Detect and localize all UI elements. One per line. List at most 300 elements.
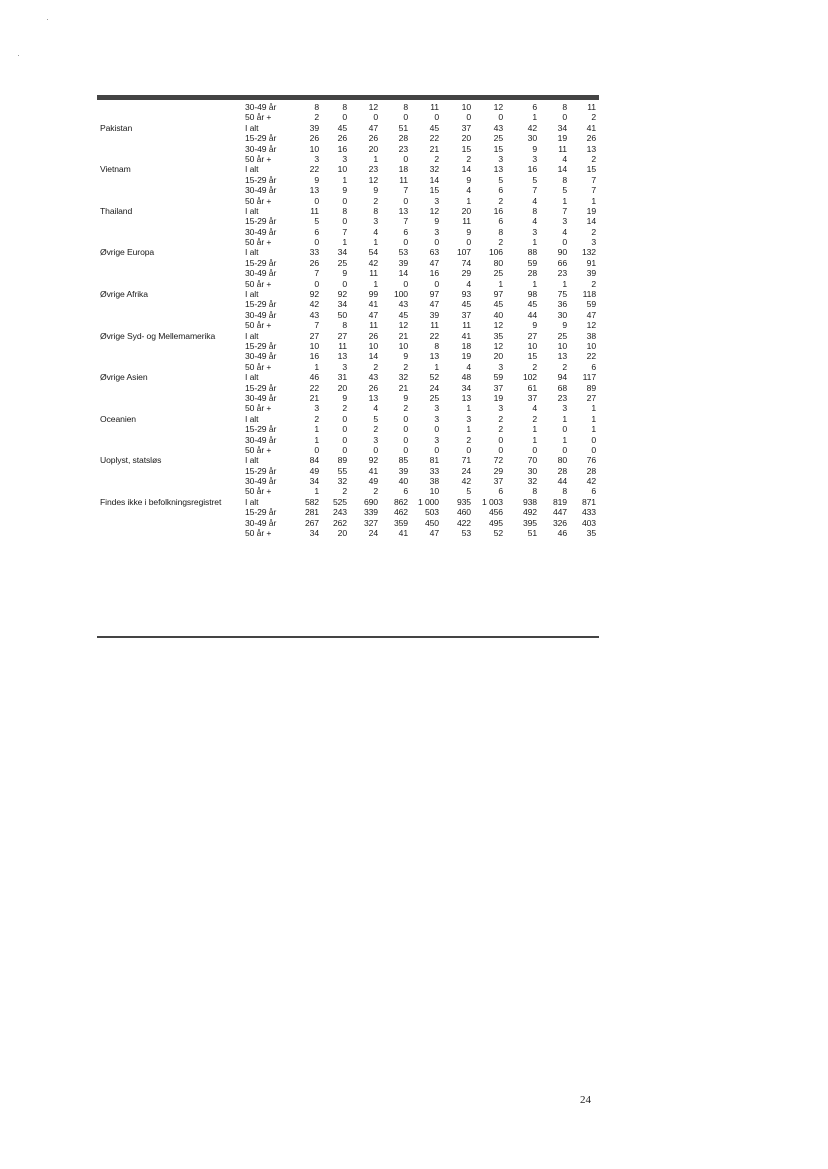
- table-cell: 34: [309, 528, 319, 539]
- table-cell: 10: [398, 340, 408, 351]
- table-row: [97, 112, 599, 122]
- table-row: [97, 424, 599, 434]
- table-cell: 31: [337, 372, 347, 383]
- table-cell: 5: [562, 185, 567, 196]
- table-cell: 0: [342, 195, 347, 206]
- table-cell: 20: [337, 382, 347, 393]
- table-cell: 1: [532, 278, 537, 289]
- table-row: [97, 185, 599, 195]
- table-cell: 19: [493, 392, 503, 403]
- table-cell: 43: [309, 309, 319, 320]
- table-cell: 0: [342, 216, 347, 227]
- table-cell: 22: [309, 382, 319, 393]
- table-cell: 13: [493, 164, 503, 175]
- table-row: [97, 299, 599, 309]
- table-cell: 12: [493, 102, 503, 112]
- table-cell: 0: [562, 444, 567, 455]
- row-age-label: 50 år +: [245, 444, 272, 455]
- table-row: [97, 372, 599, 382]
- table-cell: 22: [429, 330, 439, 341]
- table-cell: 6: [498, 216, 503, 227]
- table-cell: 1: [434, 361, 439, 372]
- table-cell: 40: [493, 309, 503, 320]
- table-cell: 8: [562, 486, 567, 497]
- table-cell: 0: [498, 434, 503, 445]
- table-cell: 0: [403, 444, 408, 455]
- table-cell: 8: [532, 486, 537, 497]
- table-row: [97, 164, 599, 174]
- table-cell: 16: [309, 351, 319, 362]
- row-age-label: 15-29 år: [245, 465, 277, 476]
- table-cell: 0: [373, 444, 378, 455]
- table-cell: 46: [557, 528, 567, 539]
- table-cell: 39: [309, 122, 319, 133]
- table-cell: 492: [522, 507, 537, 518]
- table-cell: 12: [493, 340, 503, 351]
- table-cell: 12: [493, 320, 503, 331]
- row-age-label: 15-29 år: [245, 174, 277, 185]
- table-cell: 433: [581, 507, 596, 518]
- row-age-label: I alt: [245, 247, 259, 258]
- table-cell: 0: [403, 195, 408, 206]
- table-cell: 14: [398, 268, 408, 279]
- table-cell: 0: [591, 434, 596, 445]
- table-cell: 6: [314, 226, 319, 237]
- table-cell: 7: [403, 216, 408, 227]
- table-cell: 2: [591, 278, 596, 289]
- row-age-label: 30-49 år: [245, 476, 277, 487]
- table-cell: 27: [309, 330, 319, 341]
- table-cell: 0: [498, 444, 503, 455]
- table-cell: 92: [309, 289, 319, 300]
- table-cell: 84: [309, 455, 319, 466]
- table-cell: 45: [493, 299, 503, 310]
- table-cell: 21: [398, 382, 408, 393]
- table-cell: 42: [586, 476, 596, 487]
- table-cell: 11: [462, 216, 471, 227]
- table-cell: 1: [591, 424, 596, 435]
- table-cell: 3: [532, 153, 537, 164]
- table-cell: 2: [403, 403, 408, 414]
- table-row: [97, 196, 599, 206]
- row-age-label: I alt: [245, 205, 259, 216]
- table-cell: 72: [493, 455, 503, 466]
- table-cell: 7: [314, 268, 319, 279]
- table-cell: 24: [429, 382, 439, 393]
- table-cell: 63: [429, 247, 439, 258]
- table-cell: 30: [557, 309, 567, 320]
- table-cell: 38: [429, 476, 439, 487]
- table-cell: 2: [434, 153, 439, 164]
- table-cell: 7: [591, 174, 596, 185]
- table-row: [97, 289, 599, 299]
- table-cell: 14: [557, 164, 567, 175]
- table-cell: 8: [532, 205, 537, 216]
- table-cell: 1 000: [417, 496, 439, 507]
- table-cell: 12: [429, 205, 439, 216]
- table-bottom-rule: [97, 636, 599, 638]
- table-cell: 1 003: [481, 496, 503, 507]
- table-cell: 11: [430, 320, 439, 331]
- table-cell: 1: [342, 237, 347, 248]
- table-cell: 1: [342, 174, 347, 185]
- table-cell: 28: [557, 465, 567, 476]
- table-cell: 5: [373, 413, 378, 424]
- table-cell: 89: [586, 382, 596, 393]
- table-cell: 0: [314, 195, 319, 206]
- table-cell: 25: [493, 268, 503, 279]
- table-cell: 88: [527, 247, 537, 258]
- table-cell: 2: [498, 237, 503, 248]
- table-cell: 4: [562, 153, 567, 164]
- table-cell: 4: [532, 216, 537, 227]
- table-cell: 3: [342, 153, 347, 164]
- table-cell: 450: [424, 517, 439, 528]
- table-row: [97, 331, 599, 341]
- table-cell: 10: [309, 340, 319, 351]
- table-cell: 12: [368, 174, 378, 185]
- table-cell: 10: [586, 340, 596, 351]
- table-cell: 14: [429, 174, 439, 185]
- row-age-label: 30-49 år: [245, 434, 277, 445]
- table-cell: 8: [562, 102, 567, 112]
- table-cell: 2: [591, 226, 596, 237]
- table-cell: 9: [342, 392, 347, 403]
- table-cell: 0: [403, 434, 408, 445]
- table-cell: 690: [363, 496, 378, 507]
- table-cell: 22: [586, 351, 596, 362]
- row-age-label: I alt: [245, 496, 259, 507]
- table-cell: 97: [429, 289, 439, 300]
- table-cell: 98: [527, 289, 537, 300]
- table-cell: 525: [332, 496, 347, 507]
- table-cell: 11: [369, 320, 378, 331]
- table-cell: 6: [403, 486, 408, 497]
- table-cell: 0: [342, 444, 347, 455]
- table-cell: 8: [403, 102, 408, 112]
- table-cell: 0: [591, 444, 596, 455]
- table-cell: 5: [314, 216, 319, 227]
- table-cell: 28: [527, 268, 537, 279]
- table-cell: 0: [466, 237, 471, 248]
- table-cell: 2: [562, 361, 567, 372]
- table-cell: 503: [424, 507, 439, 518]
- row-age-label: 50 år +: [245, 237, 272, 248]
- table-cell: 4: [373, 403, 378, 414]
- table-cell: 52: [493, 528, 503, 539]
- row-age-label: 30-49 år: [245, 226, 277, 237]
- table-row: [97, 144, 599, 154]
- table-cell: 23: [557, 268, 567, 279]
- table-cell: 11: [462, 320, 471, 331]
- table-cell: 25: [337, 257, 347, 268]
- table-cell: 93: [461, 289, 471, 300]
- table-row: [97, 486, 599, 496]
- table-cell: 16: [527, 164, 537, 175]
- table-cell: 1: [562, 413, 567, 424]
- table-cell: 11: [338, 340, 347, 351]
- table-cell: 326: [552, 517, 567, 528]
- row-age-label: 15-29 år: [245, 257, 277, 268]
- table-cell: 32: [429, 164, 439, 175]
- table-cell: 3: [562, 403, 567, 414]
- table-cell: 41: [586, 122, 596, 133]
- table-cell: 11: [558, 143, 567, 154]
- table-cell: 19: [557, 133, 567, 144]
- table-cell: 7: [591, 185, 596, 196]
- table-cell: 66: [557, 257, 567, 268]
- row-age-label: I alt: [245, 164, 259, 175]
- table-cell: 16: [337, 143, 347, 154]
- row-age-label: 15-29 år: [245, 216, 277, 227]
- table-cell: 7: [342, 226, 347, 237]
- table-cell: 5: [532, 174, 537, 185]
- table-cell: 8: [498, 226, 503, 237]
- table-cell: 45: [337, 122, 347, 133]
- table-cell: 2: [373, 361, 378, 372]
- row-age-label: I alt: [245, 122, 259, 133]
- table-cell: 29: [461, 268, 471, 279]
- table-cell: 45: [527, 299, 537, 310]
- table-cell: 80: [493, 257, 503, 268]
- table-cell: 7: [562, 205, 567, 216]
- table-cell: 50: [337, 309, 347, 320]
- table-cell: 11: [310, 205, 319, 216]
- table-cell: 9: [403, 351, 408, 362]
- table-cell: 23: [398, 143, 408, 154]
- table-cell: 80: [557, 455, 567, 466]
- table-cell: 47: [586, 309, 596, 320]
- table-cell: 267: [304, 517, 319, 528]
- table-cell: 0: [314, 278, 319, 289]
- table-cell: 52: [429, 372, 439, 383]
- table-cell: 10: [368, 340, 378, 351]
- table-cell: 0: [466, 112, 471, 123]
- table-cell: 30: [527, 133, 537, 144]
- table-cell: 395: [522, 517, 537, 528]
- table-cell: 32: [398, 372, 408, 383]
- table-cell: 37: [527, 392, 537, 403]
- table-cell: 422: [456, 517, 471, 528]
- table-cell: 20: [337, 528, 347, 539]
- table-cell: 10: [429, 486, 439, 497]
- table-cell: 89: [337, 455, 347, 466]
- table-cell: 0: [403, 413, 408, 424]
- row-age-label: 50 år +: [245, 195, 272, 206]
- table-cell: 25: [493, 133, 503, 144]
- table-cell: 3: [373, 434, 378, 445]
- table-cell: 2: [498, 195, 503, 206]
- table-cell: 8: [342, 320, 347, 331]
- table-cell: 23: [557, 392, 567, 403]
- table-row: [97, 227, 599, 237]
- table-cell: 5: [466, 486, 471, 497]
- table-cell: 23: [368, 164, 378, 175]
- table-cell: 46: [309, 372, 319, 383]
- table-cell: 27: [527, 330, 537, 341]
- table-cell: 3: [373, 216, 378, 227]
- table-cell: 6: [403, 226, 408, 237]
- table-cell: 9: [434, 216, 439, 227]
- table-cell: 0: [403, 153, 408, 164]
- table-row: [97, 133, 599, 143]
- table-cell: 43: [368, 372, 378, 383]
- row-age-label: 15-29 år: [245, 507, 277, 518]
- table-row: [97, 247, 599, 257]
- statistics-table: [97, 102, 599, 538]
- table-cell: 49: [368, 476, 378, 487]
- table-cell: 26: [368, 133, 378, 144]
- table-cell: 44: [557, 476, 567, 487]
- table-row: [97, 351, 599, 361]
- table-cell: 0: [342, 434, 347, 445]
- table-cell: 13: [429, 351, 439, 362]
- table-cell: 26: [309, 257, 319, 268]
- row-age-label: 15-29 år: [245, 424, 277, 435]
- table-cell: 8: [342, 205, 347, 216]
- table-cell: 339: [363, 507, 378, 518]
- table-cell: 9: [373, 185, 378, 196]
- table-cell: 59: [586, 299, 596, 310]
- table-row: [97, 123, 599, 133]
- table-cell: 2: [314, 112, 319, 123]
- table-cell: 35: [493, 330, 503, 341]
- table-cell: 102: [522, 372, 537, 383]
- table-cell: 11: [399, 174, 408, 185]
- table-cell: 1: [591, 403, 596, 414]
- row-age-label: 50 år +: [245, 486, 272, 497]
- table-row: [97, 383, 599, 393]
- table-cell: 75: [557, 289, 567, 300]
- table-cell: 2: [342, 403, 347, 414]
- table-cell: 41: [398, 528, 408, 539]
- table-cell: 100: [393, 289, 408, 300]
- table-cell: 20: [461, 133, 471, 144]
- table-cell: 2: [403, 361, 408, 372]
- row-group-label: Øvrige Europa: [100, 247, 155, 258]
- table-cell: 0: [498, 112, 503, 123]
- table-cell: 34: [337, 247, 347, 258]
- table-cell: 39: [586, 268, 596, 279]
- table-cell: 10: [337, 164, 347, 175]
- table-row: [97, 455, 599, 465]
- table-cell: 47: [429, 528, 439, 539]
- table-cell: 27: [337, 330, 347, 341]
- table-cell: 6: [591, 361, 596, 372]
- table-cell: 61: [527, 382, 537, 393]
- table-row: [97, 154, 599, 164]
- row-group-label: Thailand: [100, 205, 133, 216]
- table-cell: 15: [586, 164, 596, 175]
- row-age-label: 50 år +: [245, 320, 272, 331]
- table-cell: 85: [398, 455, 408, 466]
- table-cell: 4: [466, 361, 471, 372]
- table-cell: 9: [342, 185, 347, 196]
- table-cell: 2: [591, 153, 596, 164]
- table-cell: 81: [429, 455, 439, 466]
- table-cell: 1: [532, 434, 537, 445]
- table-cell: 118: [582, 289, 596, 300]
- page-number: 24: [580, 1094, 591, 1106]
- table-cell: 0: [434, 424, 439, 435]
- table-cell: 44: [527, 309, 537, 320]
- table-cell: 39: [398, 465, 408, 476]
- table-cell: 37: [493, 476, 503, 487]
- table-cell: 19: [586, 205, 596, 216]
- table-cell: 2: [373, 424, 378, 435]
- table-cell: 8: [342, 102, 347, 112]
- table-cell: 20: [461, 205, 471, 216]
- table-cell: 6: [498, 185, 503, 196]
- table-cell: 3: [498, 153, 503, 164]
- row-group-label: Vietnam: [100, 164, 131, 175]
- table-cell: 15: [461, 143, 471, 154]
- table-cell: 27: [586, 392, 596, 403]
- table-cell: 34: [557, 122, 567, 133]
- table-cell: 26: [586, 133, 596, 144]
- table-row: [97, 320, 599, 330]
- table-row: [97, 518, 599, 528]
- table-cell: 19: [461, 351, 471, 362]
- table-row: [97, 175, 599, 185]
- table-cell: 20: [368, 143, 378, 154]
- table-cell: 13: [557, 351, 567, 362]
- table-row: [97, 507, 599, 517]
- table-top-rule: [97, 95, 599, 100]
- table-cell: 819: [552, 496, 567, 507]
- table-cell: 24: [461, 465, 471, 476]
- table-cell: 0: [562, 424, 567, 435]
- row-age-label: 15-29 år: [245, 382, 277, 393]
- table-cell: 281: [304, 507, 319, 518]
- table-cell: 456: [488, 507, 503, 518]
- row-age-label: I alt: [245, 455, 259, 466]
- table-cell: 3: [532, 226, 537, 237]
- table-cell: 0: [434, 112, 439, 123]
- table-cell: 11: [430, 102, 439, 112]
- table-cell: 20: [493, 351, 503, 362]
- table-cell: 0: [434, 278, 439, 289]
- table-cell: 25: [429, 392, 439, 403]
- row-age-label: I alt: [245, 413, 259, 424]
- table-cell: 3: [562, 216, 567, 227]
- table-cell: 0: [342, 112, 347, 123]
- table-row: [97, 310, 599, 320]
- table-row: [97, 206, 599, 216]
- table-cell: 1: [591, 413, 596, 424]
- table-cell: 28: [398, 133, 408, 144]
- row-age-label: 50 år +: [245, 403, 272, 414]
- table-cell: 3: [591, 237, 596, 248]
- table-cell: 47: [368, 309, 378, 320]
- table-cell: 3: [434, 403, 439, 414]
- table-cell: 262: [332, 517, 347, 528]
- table-cell: 53: [398, 247, 408, 258]
- table-cell: 43: [493, 122, 503, 133]
- table-cell: 0: [532, 444, 537, 455]
- table-row: [97, 216, 599, 226]
- table-cell: 7: [403, 185, 408, 196]
- table-cell: 2: [373, 486, 378, 497]
- table-cell: 45: [429, 122, 439, 133]
- table-cell: 14: [368, 351, 378, 362]
- table-cell: 9: [532, 143, 537, 154]
- table-row: [97, 268, 599, 278]
- table-cell: 117: [582, 372, 596, 383]
- table-cell: 1: [466, 403, 471, 414]
- table-cell: 12: [586, 320, 596, 331]
- table-cell: 37: [493, 382, 503, 393]
